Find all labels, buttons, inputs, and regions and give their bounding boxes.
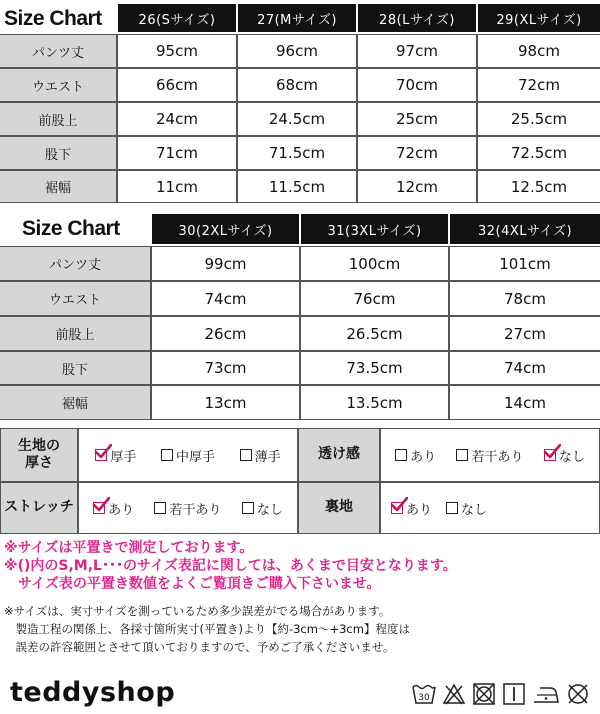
- stretch-option[interactable]: [93, 499, 134, 518]
- fabric-thickness-line2: 厚さ: [25, 455, 53, 471]
- thickness-option-label: 中厚手: [175, 449, 215, 465]
- table-cell: 12.5cm: [478, 171, 600, 202]
- table-cell: 73.5cm: [301, 352, 448, 384]
- checkbox-icon[interactable]: [240, 449, 252, 461]
- table-cell: 99cm: [152, 247, 299, 280]
- table-cell: 71cm: [118, 137, 236, 169]
- line-dry-icon: [502, 682, 526, 706]
- size-header-XL: 29(XLサイズ): [478, 4, 600, 32]
- checkbox-icon[interactable]: [154, 502, 166, 514]
- table-cell: 96cm: [238, 35, 356, 67]
- sheerness-option[interactable]: [456, 446, 523, 465]
- sheerness-options: [381, 429, 599, 481]
- checkmark-icon: [543, 444, 561, 460]
- checkbox-icon[interactable]: [242, 502, 254, 514]
- row-label-pants-length: パンツ丈: [0, 247, 150, 280]
- size-chart-table-1: [0, 0, 600, 203]
- stretch-options: [79, 483, 297, 533]
- table-cell: 71.5cm: [238, 137, 356, 169]
- label-sheerness: 透け感: [299, 429, 379, 481]
- care-icons: [412, 682, 590, 706]
- lining-option[interactable]: [446, 499, 487, 518]
- no-tumble-dry-icon: [472, 682, 496, 706]
- table-cell: 26.5cm: [301, 317, 448, 350]
- size-chart-title-1: Size Chart: [4, 7, 102, 30]
- checkmark-icon: [390, 497, 408, 513]
- row-label-hem-width: 裾幅: [0, 386, 150, 419]
- size-header-M: 27(Mサイズ): [238, 4, 356, 32]
- checkbox-checked-icon[interactable]: [391, 502, 403, 514]
- table-cell: 12cm: [358, 171, 476, 202]
- stretch-option[interactable]: [242, 499, 283, 518]
- table-cell: 73cm: [152, 352, 299, 384]
- table-cell: 13cm: [152, 386, 299, 419]
- lining-option[interactable]: [391, 499, 432, 518]
- thickness-option[interactable]: [95, 446, 136, 465]
- sheerness-option-label: 若干あり: [471, 449, 524, 465]
- no-bleach-icon: [442, 682, 466, 706]
- stretch-option-label: あり: [108, 502, 135, 518]
- wash-30-icon: [412, 682, 436, 706]
- size-header-L: 28(Lサイズ): [358, 4, 476, 32]
- table-cell: 27cm: [450, 317, 600, 350]
- table-cell: 78cm: [450, 282, 600, 315]
- note-black-3: 誤差の許容範囲とさせて頂いておりますので、予めご了承くださいませ。: [4, 640, 395, 654]
- table-cell: 14cm: [450, 386, 600, 419]
- table-cell: 98cm: [478, 35, 600, 67]
- table-cell: 24cm: [118, 103, 236, 135]
- no-dry-clean-icon: [566, 682, 590, 706]
- size-header-3XL: 31(3XLサイズ): [301, 214, 448, 244]
- row-label-front-rise: 前股上: [0, 103, 116, 135]
- iron-low-icon: [532, 682, 560, 706]
- checkbox-checked-icon[interactable]: [544, 449, 556, 461]
- lining-option-label: なし: [461, 502, 488, 518]
- checkbox-icon[interactable]: [446, 502, 458, 514]
- size-header-2XL: 30(2XLサイズ): [152, 214, 299, 244]
- table-cell: 101cm: [450, 247, 600, 280]
- table-cell: 74cm: [450, 352, 600, 384]
- row-label-inseam: 股下: [0, 352, 150, 384]
- row-label-inseam: 股下: [0, 137, 116, 169]
- stretch-option-label: なし: [256, 502, 283, 518]
- stretch-option[interactable]: [154, 499, 221, 518]
- note-red-1: ※サイズは平置きで測定しております。: [4, 540, 254, 556]
- table-cell: 25cm: [358, 103, 476, 135]
- table-cell: 70cm: [358, 69, 476, 101]
- stretch-option-label: 若干あり: [169, 502, 222, 518]
- sheerness-option[interactable]: [395, 446, 436, 465]
- thickness-option-label: 薄手: [254, 449, 281, 465]
- table-cell: 26cm: [152, 317, 299, 350]
- row-label-pants-length: パンツ丈: [0, 35, 116, 67]
- table-cell: 72cm: [358, 137, 476, 169]
- sheerness-option-label: あり: [410, 449, 437, 465]
- table-cell: 76cm: [301, 282, 448, 315]
- table-cell: 66cm: [118, 69, 236, 101]
- checkbox-checked-icon[interactable]: [95, 449, 107, 461]
- table-cell: 97cm: [358, 35, 476, 67]
- table-cell: 100cm: [301, 247, 448, 280]
- sheerness-option[interactable]: [544, 446, 585, 465]
- table-cell: 95cm: [118, 35, 236, 67]
- lining-options: [381, 483, 599, 533]
- table-cell: 72.5cm: [478, 137, 600, 169]
- note-red-3: サイズ表の平置き数値をよくご覧頂きご購入下さいませ。: [4, 576, 381, 592]
- note-red-2: ※()内のS,M,L･･･のサイズ表記に関しては、あくまで目安となります。: [4, 558, 457, 574]
- checkmark-icon: [92, 497, 110, 513]
- table-cell: 11.5cm: [238, 171, 356, 202]
- teddyshop-logo: teddyshop: [10, 677, 176, 708]
- row-label-waist: ウエスト: [0, 69, 116, 101]
- note-black-1: ※サイズは、実寸サイズを測っているため多少誤差がでる場合があります。: [4, 604, 391, 618]
- size-chart-title-2: Size Chart: [22, 217, 120, 240]
- sheerness-option-label: なし: [558, 449, 585, 465]
- table-cell: 25.5cm: [478, 103, 600, 135]
- label-fabric-thickness: [1, 429, 77, 481]
- table-cell: 24.5cm: [238, 103, 356, 135]
- checkbox-icon[interactable]: [395, 449, 407, 461]
- checkmark-icon: [94, 444, 112, 460]
- thickness-option[interactable]: [161, 446, 215, 465]
- table-cell: 72cm: [478, 69, 600, 101]
- table-cell: 11cm: [118, 171, 236, 202]
- label-stretch: ストレッチ: [1, 483, 77, 533]
- table-cell: 74cm: [152, 282, 299, 315]
- checkbox-checked-icon[interactable]: [93, 502, 105, 514]
- size-header-4XL: 32(4XLサイズ): [450, 214, 600, 244]
- size-header-S: 26(Sサイズ): [118, 4, 236, 32]
- note-black-2: 製造工程の関係上、各採寸箇所実寸(平置き)より【約-3cm～+3cm】程度は: [4, 622, 410, 636]
- lining-option-label: あり: [406, 502, 433, 518]
- checkbox-icon[interactable]: [161, 449, 173, 461]
- row-label-hem-width: 裾幅: [0, 171, 116, 202]
- table-cell: 68cm: [238, 69, 356, 101]
- thickness-option[interactable]: [240, 446, 281, 465]
- table-cell: 13.5cm: [301, 386, 448, 419]
- row-label-waist: ウエスト: [0, 282, 150, 315]
- thickness-option-label: 厚手: [110, 449, 137, 465]
- wash-temp-text: 30: [418, 693, 430, 703]
- label-lining: 裏地: [299, 483, 379, 533]
- thickness-options: [79, 429, 297, 481]
- row-label-front-rise: 前股上: [0, 317, 150, 350]
- fabric-thickness-line1: 生地の: [18, 437, 60, 454]
- checkbox-icon[interactable]: [456, 449, 468, 461]
